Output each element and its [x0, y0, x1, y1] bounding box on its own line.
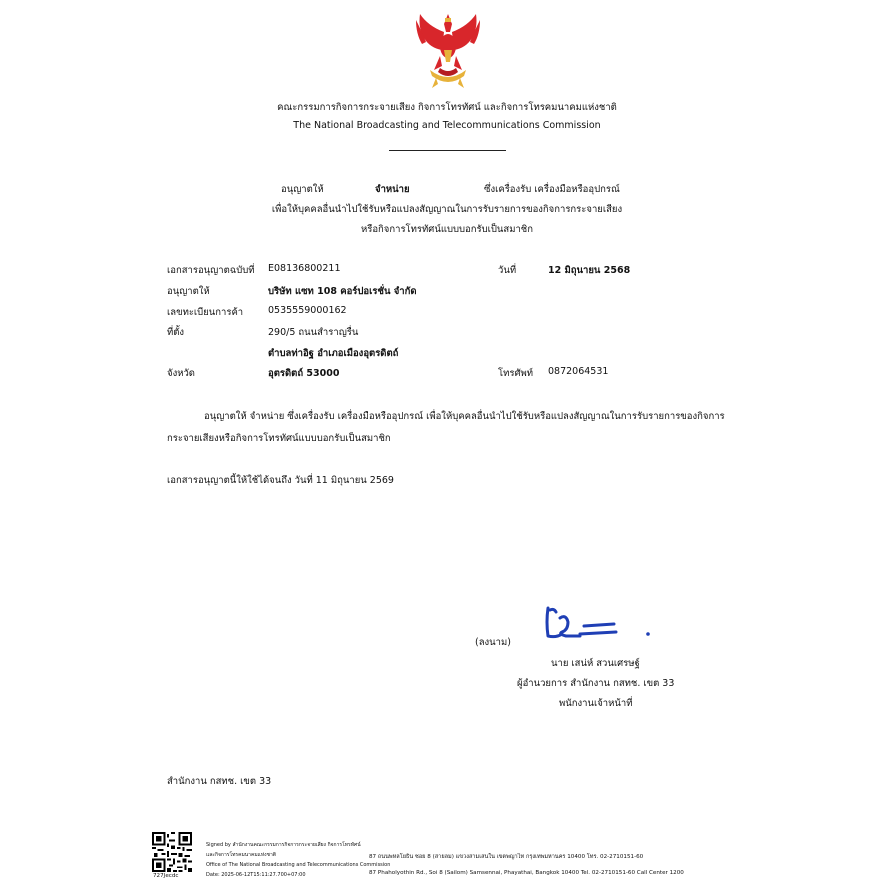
- signed-by-line-1: Signed by สำนักงานคณะกรรมการกิจการกระจายเสียง กิจการโทรทัศน์: [206, 842, 361, 848]
- signed-by-line-2: และกิจการโทรคมนาคมแห่งชาติ: [206, 852, 277, 858]
- org-name-english: The National Broadcasting and Telecommunications Commission: [293, 120, 601, 131]
- footer-address-thai: 87 ถนนพหลโยธิน ซอย 8 (สายลม) แขวงสามเสนใน เขตพญาไท กรุงเทพมหานคร 10400 โทร. 02-2710151-60: [369, 854, 644, 860]
- header-divider: [389, 150, 506, 151]
- handwritten-signature-icon: [540, 604, 656, 644]
- address-label: ที่ตั้ง: [167, 327, 185, 338]
- phone-label: โทรศัพท์: [498, 368, 534, 379]
- grant-object: ซึ่งเครื่องรับ เครื่องมือหรืออุปกรณ์: [484, 184, 620, 195]
- footer-address-english: 87 Phaholyothin Rd., Soi 8 (Sailom) Samsennai, Phayathai, Bangkok 10400 Tel. 02-2710151-60 Call Center 1200: [369, 870, 684, 876]
- address-line-2: ตำบลท่าอิฐ อำเภอเมืองอุตรดิตถ์: [268, 348, 399, 359]
- province-value: อุตรดิตถ์ 53000: [268, 368, 340, 379]
- reg-label: เลขทะเบียนการค้า: [167, 307, 244, 318]
- province-label: จังหวัด: [167, 368, 195, 379]
- purpose-line-2: หรือกิจการโทรทัศน์แบบบอกรับเป็นสมาชิก: [360, 224, 533, 235]
- signed-by-line-3: Office of The National Broadcasting and Telecommunications Commission: [206, 862, 391, 868]
- doc-no-label: เอกสารอนุญาตฉบับที่: [167, 265, 255, 276]
- phone-value: 0872064531: [548, 366, 609, 377]
- reg-value: 0535559000162: [268, 305, 347, 316]
- body-paragraph-line-1: อนุญาตให้ จำหน่าย ซึ่งเครื่องรับ เครื่องมือหรืออุปกรณ์ เพื่อให้บุคคลอื่นนำไปใช้รับหรือแปลงสัญญาณในการรับรายการของกิจการ: [204, 411, 725, 422]
- validity-text: เอกสารอนุญาตนี้ให้ใช้ได้จนถึง วันที่ 11 มิถุนายน 2569: [167, 475, 394, 486]
- garuda-emblem-icon: [414, 10, 482, 92]
- date-value: 12 มิถุนายน 2568: [548, 265, 631, 276]
- grant-action: จำหน่าย: [375, 184, 410, 195]
- org-name-thai: คณะกรรมการกิจการกระจายเสียง กิจการโทรทัศน์ และกิจการโทรคมนาคมแห่งชาติ: [277, 102, 617, 113]
- grantee-value: บริษัท แซท 108 คอร์ปอเรชั่น จำกัด: [268, 286, 417, 297]
- body-paragraph-line-2: กระจายเสียงหรือกิจการโทรทัศน์แบบบอกรับเป็นสมาชิก: [167, 433, 391, 444]
- signed-by-line-4: Date: 2025-06-12T15:11:27.700+07:00: [206, 872, 306, 878]
- signatory-name: นาย เสน่ห์ สวนเศรษฐ์: [551, 658, 640, 669]
- qr-caption: 727Jecdc: [153, 873, 179, 879]
- doc-no-value: E08136800211: [268, 263, 341, 274]
- issuing-office: สำนักงาน กสทช. เขต 33: [167, 776, 272, 787]
- qr-code-icon: [152, 832, 192, 872]
- grantee-label: อนุญาตให้: [167, 286, 210, 297]
- date-label: วันที่: [498, 265, 517, 276]
- address-line-1: 290/5 ถนนสำราญรื่น: [268, 327, 359, 338]
- purpose-line-1: เพื่อให้บุคคลอื่นนำไปใช้รับหรือแปลงสัญญาณในการรับรายการของกิจการกระจายเสียง: [271, 204, 623, 215]
- sign-label: (ลงนาม): [475, 637, 511, 648]
- grant-label: อนุญาตให้: [281, 184, 324, 195]
- signatory-position: ผู้อำนวยการ สำนักงาน กสทช. เขต 33: [517, 678, 675, 689]
- signatory-role: พนักงานเจ้าหน้าที่: [559, 698, 633, 709]
